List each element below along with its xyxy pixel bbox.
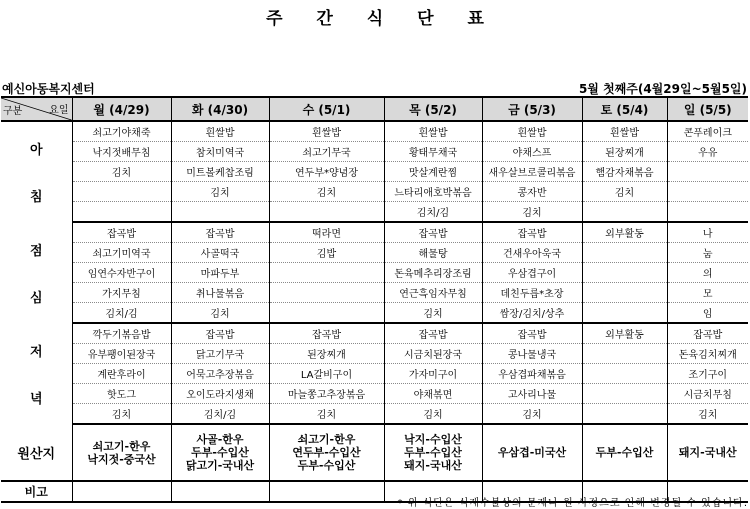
origin-line: 두부-수입산 <box>297 459 356 472</box>
menu-cell: 쌈장/김치/상추 <box>482 303 582 324</box>
menu-cell: 된장찌개 <box>269 344 384 364</box>
origin-label: 원산지 <box>1 424 72 481</box>
menu-cell <box>582 344 667 364</box>
menu-cell <box>269 303 384 324</box>
menu-cell: 된장찌개 <box>582 142 667 162</box>
origin-line: 우삼겹-미국산 <box>497 446 567 459</box>
meal-label-bottom: 녁 <box>29 391 43 407</box>
menu-cell: 김치/김 <box>384 202 482 223</box>
origin-row <box>1 424 748 481</box>
menu-cell: 떡라면 <box>269 222 384 243</box>
day-header: 목 (5/2) <box>384 97 482 121</box>
menu-cell: 데친두릅*초장 <box>482 283 582 303</box>
menu-cell: 햄감자채볶음 <box>582 162 667 182</box>
origin-line: 사골-한우 <box>196 433 244 446</box>
menu-cell: 깍두기볶음밥 <box>72 323 171 344</box>
menu-cell: 조기구이 <box>667 364 748 384</box>
menu-cell: 마파두부 <box>171 263 269 283</box>
menu-cell <box>269 263 384 283</box>
remarks-label: 비고 <box>1 481 72 502</box>
menu-cell <box>269 283 384 303</box>
menu-cell: 콩나물냉국 <box>482 344 582 364</box>
menu-cell: 돈육김치찌개 <box>667 344 748 364</box>
menu-cell: 연근흑임자무침 <box>384 283 482 303</box>
menu-cell: 잡곡밥 <box>171 222 269 243</box>
menu-cell: 사골떡국 <box>171 243 269 263</box>
meal-label <box>1 222 72 323</box>
menu-cell: 오이도라지생채 <box>171 384 269 404</box>
menu-row <box>1 283 748 303</box>
menu-cell <box>667 202 748 223</box>
menu-cell: 김치 <box>269 404 384 425</box>
meal-label-bottom: 심 <box>29 290 43 306</box>
menu-row <box>1 364 748 384</box>
menu-cell: 김치 <box>482 404 582 425</box>
menu-period: 5월 첫째주(4월29일~5월5일) <box>578 82 747 96</box>
corner-row-label: 구분 <box>3 106 23 117</box>
origin-line: 낙지-수입산 <box>404 433 462 446</box>
origin-line: 쇠고기-한우 <box>297 433 356 446</box>
menu-cell: 잡곡밥 <box>482 323 582 344</box>
menu-cell: 우삼겹파채볶음 <box>482 364 582 384</box>
origin-cell <box>269 424 384 481</box>
menu-cell <box>582 283 667 303</box>
menu-cell: 맛살계란찜 <box>384 162 482 182</box>
menu-cell: 임연수자반구이 <box>72 263 171 283</box>
menu-cell: 김치/김 <box>72 303 171 324</box>
menu-cell <box>582 404 667 425</box>
menu-cell: 가지무침 <box>72 283 171 303</box>
menu-cell: 해물탕 <box>384 243 482 263</box>
menu-row <box>1 303 748 324</box>
menu-cell: 잡곡밥 <box>482 222 582 243</box>
menu-cell: 계란후라이 <box>72 364 171 384</box>
menu-row <box>1 344 748 364</box>
menu-cell: 느타리애호박볶음 <box>384 182 482 202</box>
menu-cell: 김밥 <box>269 243 384 263</box>
meal-label-top: 점 <box>29 243 43 259</box>
menu-cell: 흰쌀밥 <box>269 121 384 142</box>
menu-cell: 잡곡밥 <box>269 323 384 344</box>
origin-line: 쇠고기-한우 <box>92 439 151 453</box>
origin-cell <box>72 424 171 481</box>
origin-cell <box>582 424 667 481</box>
menu-cell: 취나물볶음 <box>171 283 269 303</box>
menu-cell: 건새우아욱국 <box>482 243 582 263</box>
origin-line: 연두부-수입산 <box>292 446 361 459</box>
origin-line: 두부-수입산 <box>595 446 654 459</box>
origin-cell <box>384 424 482 481</box>
menu-cell: 쇠고기무국 <box>269 142 384 162</box>
remarks-cell <box>72 481 171 502</box>
menu-cell: 임 <box>667 303 748 324</box>
menu-cell: 김치/김 <box>171 404 269 425</box>
page-title: 주 간 식 단 표 <box>266 9 498 29</box>
meal-label-bottom: 침 <box>29 190 43 205</box>
menu-row <box>1 243 748 263</box>
menu-cell: LA갈비구이 <box>269 364 384 384</box>
origin-line: 낙지젓-중국산 <box>87 452 156 466</box>
menu-cell <box>582 364 667 384</box>
menu-row <box>1 182 748 202</box>
menu-cell: 콘푸레이크 <box>667 121 748 142</box>
menu-cell: 김치 <box>384 303 482 324</box>
weekly-menu-table <box>1 96 748 503</box>
menu-cell: 우유 <box>667 142 748 162</box>
menu-cell: 야채볶면 <box>384 384 482 404</box>
menu-row <box>1 222 748 243</box>
origin-line: 두부-수입산 <box>191 446 249 459</box>
menu-cell: 잡곡밥 <box>171 323 269 344</box>
day-header: 금 (5/3) <box>482 97 582 121</box>
menu-cell: 시금치된장국 <box>384 344 482 364</box>
menu-cell: 가자미구이 <box>384 364 482 384</box>
menu-cell: 외부활동 <box>582 323 667 344</box>
menu-cell <box>269 202 384 223</box>
menu-cell: 쇠고기미역국 <box>72 243 171 263</box>
menu-cell: 김치 <box>72 162 171 182</box>
menu-cell: 쇠고기야채죽 <box>72 121 171 142</box>
menu-cell: 흰쌀밥 <box>482 121 582 142</box>
menu-cell: 김치 <box>269 182 384 202</box>
menu-cell: 김치 <box>667 404 748 425</box>
menu-cell: 참치미역국 <box>171 142 269 162</box>
menu-cell: 잡곡밥 <box>667 323 748 344</box>
menu-cell: 김치 <box>171 182 269 202</box>
meal-label-top: 저 <box>29 344 43 360</box>
menu-cell: 흰쌀밥 <box>384 121 482 142</box>
meal-label <box>1 323 72 424</box>
menu-cell: 고사리나물 <box>482 384 582 404</box>
menu-cell <box>667 162 748 182</box>
day-header: 월 (4/29) <box>72 97 171 121</box>
menu-row <box>1 142 748 162</box>
origin-cell <box>171 424 269 481</box>
menu-cell: 돈육메추리장조림 <box>384 263 482 283</box>
meal-label-top: 아 <box>29 143 43 158</box>
menu-cell <box>72 202 171 223</box>
menu-cell: 김치 <box>582 182 667 202</box>
menu-cell: 나 <box>667 222 748 243</box>
menu-cell: 마늘쫑고추장볶음 <box>269 384 384 404</box>
menu-cell <box>72 182 171 202</box>
menu-cell: 우삼겹구이 <box>482 263 582 283</box>
menu-cell <box>582 263 667 283</box>
menu-cell: 야채스프 <box>482 142 582 162</box>
organization-name: 예신아동복지센터 <box>2 82 95 96</box>
menu-cell: 의 <box>667 263 748 283</box>
menu-row <box>1 404 748 425</box>
menu-cell: 유부팽이된장국 <box>72 344 171 364</box>
menu-cell <box>582 384 667 404</box>
day-header: 수 (5/1) <box>269 97 384 121</box>
menu-cell: 시금치무침 <box>667 384 748 404</box>
menu-cell: 황태무채국 <box>384 142 482 162</box>
menu-cell: 잡곡밥 <box>72 222 171 243</box>
corner-col-label: 요일 <box>49 105 69 116</box>
menu-cell: 김치 <box>171 303 269 324</box>
origin-cell <box>482 424 582 481</box>
menu-cell: 어묵고추장볶음 <box>171 364 269 384</box>
menu-row <box>1 263 748 283</box>
menu-cell: 핫도그 <box>72 384 171 404</box>
menu-cell: 외부활동 <box>582 222 667 243</box>
menu-cell: 흰쌀밥 <box>171 121 269 142</box>
day-header: 토 (5/4) <box>582 97 667 121</box>
origin-line: 돼지-국내산 <box>678 446 737 459</box>
menu-cell <box>582 202 667 223</box>
menu-row <box>1 202 748 223</box>
remarks-cell <box>171 481 269 502</box>
menu-cell: 잡곡밥 <box>384 323 482 344</box>
meal-label <box>1 121 72 222</box>
menu-cell: 잡곡밥 <box>384 222 482 243</box>
menu-row <box>1 323 748 344</box>
menu-row <box>1 384 748 404</box>
menu-row <box>1 121 748 142</box>
origin-cell <box>667 424 748 481</box>
menu-cell: 김치 <box>384 404 482 425</box>
day-header-row <box>1 97 748 121</box>
remarks-cell <box>269 481 384 502</box>
menu-cell: 흰쌀밥 <box>582 121 667 142</box>
menu-cell <box>582 243 667 263</box>
menu-cell: 미트볼케찹조림 <box>171 162 269 182</box>
corner-header-cell <box>1 97 72 121</box>
origin-line: 닭고기-국내산 <box>185 459 255 472</box>
menu-cell: 콩자반 <box>482 182 582 202</box>
menu-cell <box>667 182 748 202</box>
menu-cell <box>582 303 667 324</box>
origin-line: 두부-수입산 <box>404 446 462 459</box>
footnote: * 위 식단은 식재수불상의 문제나 원 사정으로 인해 변경될 수 있습니다. <box>397 498 748 509</box>
origin-line: 돼지-국내산 <box>404 459 462 472</box>
menu-cell: 낙지젓배무침 <box>72 142 171 162</box>
menu-cell: 닭고기무국 <box>171 344 269 364</box>
menu-cell: 김치 <box>482 202 582 223</box>
menu-cell: 김치 <box>72 404 171 425</box>
day-header: 화 (4/30) <box>171 97 269 121</box>
menu-body <box>1 121 748 502</box>
day-header: 일 (5/5) <box>667 97 748 121</box>
menu-cell: 연두부*양념장 <box>269 162 384 182</box>
menu-cell: 새우살브로콜리볶음 <box>482 162 582 182</box>
menu-cell: 눔 <box>667 243 748 263</box>
menu-cell: 모 <box>667 283 748 303</box>
menu-cell <box>171 202 269 223</box>
menu-row <box>1 162 748 182</box>
